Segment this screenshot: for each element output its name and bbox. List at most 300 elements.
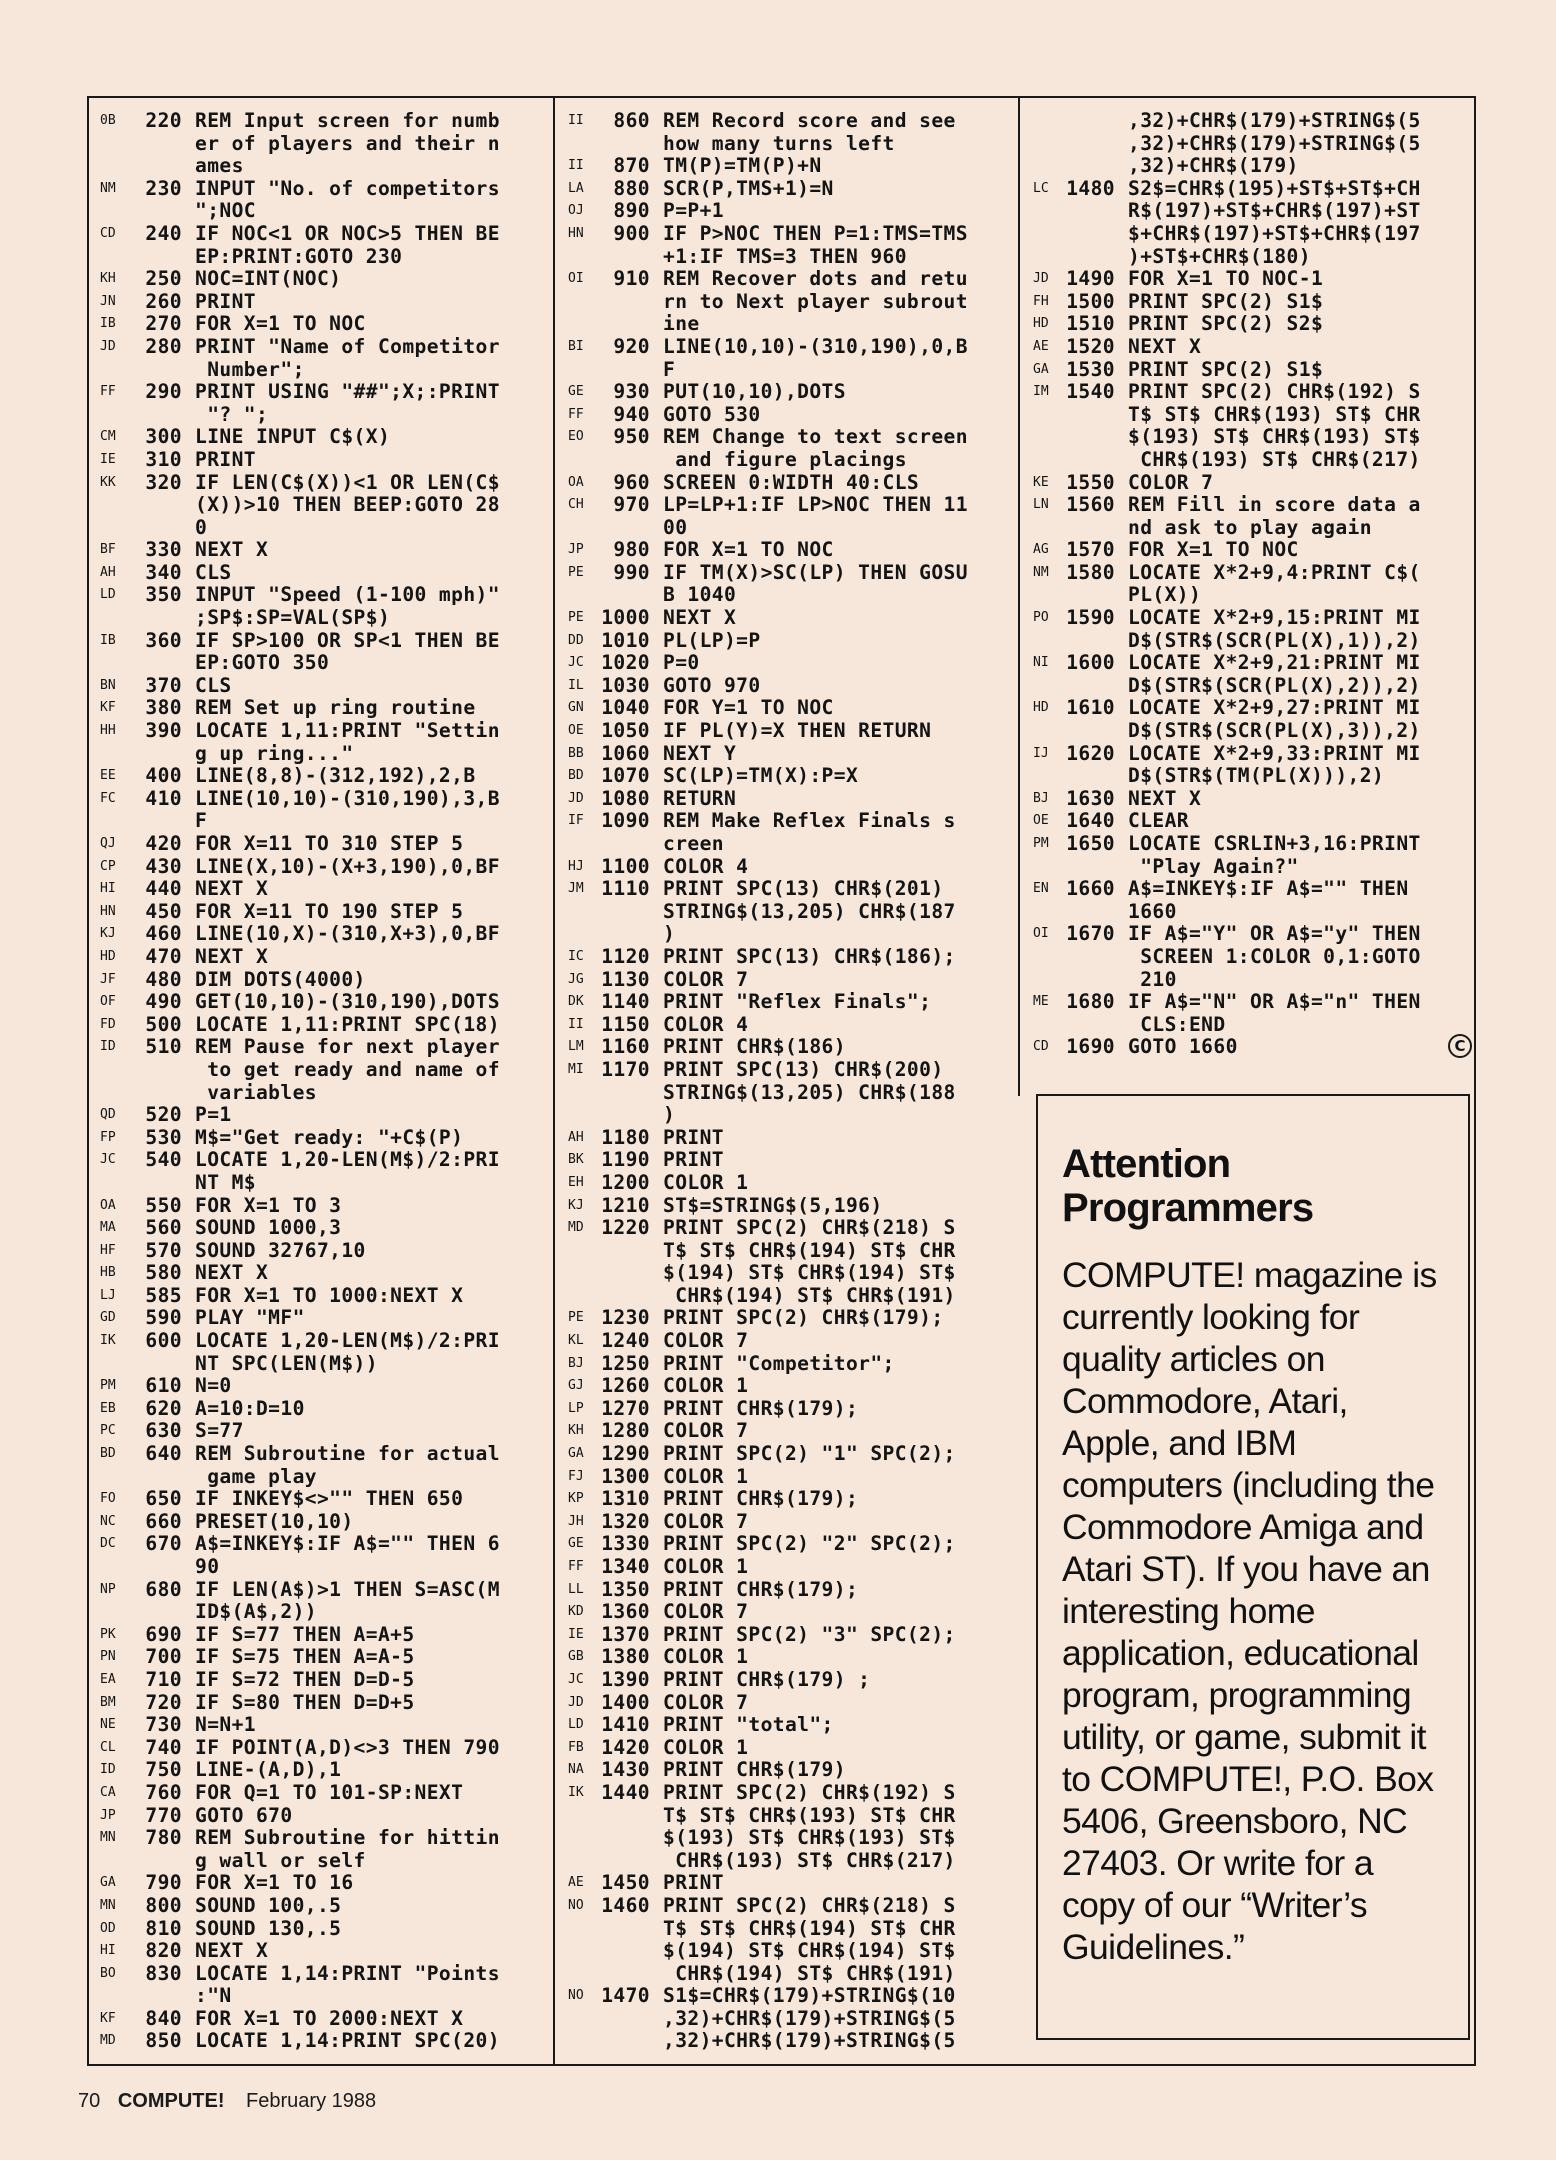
code-line bbox=[1033, 652, 1478, 675]
code-text: LINE(10,10)-(310,190),0,B bbox=[663, 334, 968, 358]
code-line bbox=[100, 630, 540, 653]
checksum: NO bbox=[568, 1988, 584, 2004]
code-line bbox=[100, 2030, 540, 2053]
line-number: 1630 bbox=[1066, 786, 1115, 810]
code-text: PRINT "Competitor"; bbox=[663, 1351, 895, 1375]
line-number: 400 bbox=[145, 764, 182, 788]
code-text: IF A$="Y" OR A$="y" THEN bbox=[1128, 922, 1421, 946]
checksum: BO bbox=[100, 1965, 116, 1981]
code-text: P=0 bbox=[663, 651, 700, 675]
code-text: PRINT SPC(2) CHR$(179); bbox=[663, 1306, 944, 1330]
code-line bbox=[568, 1737, 1008, 1760]
line-number: 650 bbox=[145, 1487, 182, 1511]
code-line bbox=[100, 268, 540, 291]
code-line bbox=[100, 607, 540, 630]
code-text: FOR X=11 TO 190 STEP 5 bbox=[195, 899, 464, 923]
code-text: COLOR 7 bbox=[663, 1690, 749, 1714]
code-line bbox=[568, 946, 1008, 969]
checksum: BF bbox=[100, 542, 116, 558]
code-text: COLOR 7 bbox=[663, 1419, 749, 1443]
code-text: D$(STR$(TM(PL(X))),2) bbox=[1128, 764, 1385, 788]
page-footer bbox=[78, 2090, 376, 2113]
code-line bbox=[100, 178, 540, 201]
code-line bbox=[568, 1104, 1008, 1127]
line-number: 860 bbox=[613, 109, 650, 132]
line-number: 780 bbox=[145, 1826, 182, 1850]
line-number: 550 bbox=[145, 1193, 182, 1217]
line-number: 1140 bbox=[601, 990, 650, 1014]
line-number: 1350 bbox=[601, 1577, 650, 1601]
checksum: NM bbox=[1033, 564, 1049, 580]
code-line bbox=[100, 539, 540, 562]
checksum: IF bbox=[568, 813, 584, 829]
code-text: REM Set up ring routine bbox=[195, 696, 476, 720]
listing-column-3 bbox=[1033, 110, 1478, 1059]
code-line bbox=[568, 1240, 1008, 1263]
code-text: NEXT X bbox=[195, 1939, 269, 1963]
line-number: 380 bbox=[145, 696, 182, 720]
line-number: 1430 bbox=[601, 1758, 650, 1782]
code-text: SCREEN 0:WIDTH 40:CLS bbox=[663, 470, 920, 494]
checksum: JD bbox=[100, 338, 116, 354]
checksum: II bbox=[568, 1016, 584, 1032]
code-text: PRINT SPC(2) S1$ bbox=[1128, 289, 1324, 313]
code-text: P=P+1 bbox=[663, 199, 724, 223]
checksum: IE bbox=[568, 1626, 584, 1642]
code-text: REM Change to text screen bbox=[663, 425, 968, 449]
code-text: PRINT USING "##";X;:PRINT bbox=[195, 380, 500, 404]
code-text: P=1 bbox=[195, 1103, 232, 1127]
checksum: KK bbox=[100, 474, 116, 490]
line-number: 1680 bbox=[1066, 990, 1115, 1014]
checksum: IK bbox=[568, 1784, 584, 1800]
code-line bbox=[568, 178, 1008, 201]
line-number: 1060 bbox=[601, 741, 650, 765]
code-line bbox=[568, 1827, 1008, 1850]
line-number: 1170 bbox=[601, 1057, 650, 1081]
code-text: N=0 bbox=[195, 1374, 232, 1398]
code-text: IF TM(X)>SC(LP) THEN GOSU bbox=[663, 560, 968, 584]
code-line bbox=[100, 833, 540, 856]
code-text: NEXT X bbox=[663, 606, 737, 630]
code-line bbox=[100, 472, 540, 495]
code-line bbox=[568, 155, 1008, 178]
code-text: STRING$(13,205) CHR$(187 bbox=[663, 899, 956, 923]
checksum: OD bbox=[100, 1920, 116, 1936]
code-text: IF A$="N" OR A$="n" THEN bbox=[1128, 990, 1421, 1014]
code-line bbox=[1033, 878, 1478, 901]
code-line bbox=[568, 1488, 1008, 1511]
line-number: 1560 bbox=[1066, 493, 1115, 517]
code-text: A$=INKEY$:IF A$="" THEN 6 bbox=[195, 1532, 500, 1556]
code-line bbox=[1033, 697, 1478, 720]
code-text: STRING$(13,205) CHR$(188 bbox=[663, 1080, 956, 1104]
code-text: NEXT X bbox=[195, 877, 269, 901]
code-line bbox=[100, 1895, 540, 1918]
code-text: IF LEN(C$(X))<1 OR LEN(C$ bbox=[195, 470, 500, 494]
line-number: 330 bbox=[145, 538, 182, 562]
code-text: PRINT bbox=[663, 1148, 724, 1172]
line-number: 850 bbox=[145, 2029, 182, 2053]
line-number: 1690 bbox=[1066, 1035, 1115, 1059]
line-number: 410 bbox=[145, 786, 182, 810]
code-line bbox=[100, 697, 540, 720]
line-number: 1300 bbox=[601, 1464, 650, 1488]
code-text: PRINT SPC(2) CHR$(218) S bbox=[663, 1216, 956, 1240]
code-text: +1:IF TMS=3 THEN 960 bbox=[663, 244, 907, 268]
code-text: LOCATE 1,14:PRINT SPC(20) bbox=[195, 2029, 500, 2053]
code-line bbox=[1033, 517, 1478, 540]
checksum: CD bbox=[1033, 1039, 1049, 1055]
code-line bbox=[568, 923, 1008, 946]
code-text: PRINT CHR$(179); bbox=[663, 1487, 859, 1511]
code-text: LOCATE 1,11:PRINT "Settin bbox=[195, 719, 500, 743]
code-line bbox=[100, 1059, 540, 1082]
code-text: $(193) ST$ CHR$(193) ST$ bbox=[1128, 425, 1421, 449]
code-text: FOR X=1 TO NOC bbox=[1128, 538, 1299, 562]
code-line bbox=[100, 359, 540, 382]
code-text: GOTO 1660 bbox=[1128, 1035, 1238, 1059]
code-line bbox=[100, 1420, 540, 1443]
line-number: 940 bbox=[613, 402, 650, 426]
code-line bbox=[568, 223, 1008, 246]
code-text: PRINT CHR$(186) bbox=[663, 1035, 846, 1059]
line-number: 1280 bbox=[601, 1419, 650, 1443]
code-text: NEXT X bbox=[1128, 786, 1202, 810]
line-number: 1210 bbox=[601, 1193, 650, 1217]
code-line bbox=[100, 652, 540, 675]
code-text: LINE(10,10)-(310,190),3,B bbox=[195, 786, 500, 810]
code-line bbox=[100, 133, 540, 156]
code-text: S=77 bbox=[195, 1419, 244, 1443]
code-line bbox=[100, 946, 540, 969]
code-line bbox=[1033, 291, 1478, 314]
line-number: 660 bbox=[145, 1509, 182, 1533]
line-number: 1130 bbox=[601, 967, 650, 991]
line-number: 1470 bbox=[601, 1984, 650, 2008]
checksum: GE bbox=[568, 1536, 584, 1552]
code-text: COLOR 7 bbox=[663, 1509, 749, 1533]
code-text: ine bbox=[663, 312, 700, 336]
code-line bbox=[568, 1059, 1008, 1082]
code-text: CLEAR bbox=[1128, 809, 1189, 833]
checksum: PN bbox=[100, 1649, 116, 1665]
code-line bbox=[1033, 675, 1478, 698]
code-line bbox=[100, 1737, 540, 1760]
line-number: 640 bbox=[145, 1442, 182, 1466]
checksum: CM bbox=[100, 429, 116, 445]
code-line bbox=[1033, 833, 1478, 856]
checksum: BD bbox=[100, 1446, 116, 1462]
code-text: NEXT X bbox=[195, 1261, 269, 1285]
code-text: D$(STR$(SCR(PL(X),1)),2) bbox=[1128, 628, 1421, 652]
code-line bbox=[568, 584, 1008, 607]
code-line bbox=[1033, 1036, 1478, 1059]
ad-body: COMPUTE! magazine is currently looking for quality articles on Commodore, Atari, Apple, and IBM computers (including the Commodore Amiga and Atari ST). If you have an interesting home application, educational program, programming utility, or game, submit it to COMPUTE!, P.O. Box 5406, Greensboro, NC 27403. Or write for a copy of our “Writer’s Guidelines.” bbox=[1062, 1255, 1437, 1967]
code-line bbox=[568, 1601, 1008, 1624]
code-text: R$(197)+ST$+CHR$(197)+ST bbox=[1128, 199, 1421, 223]
checksum: AG bbox=[1033, 542, 1049, 558]
checksum: JH bbox=[568, 1513, 584, 1529]
code-text: SCR(P,TMS+1)=N bbox=[663, 176, 834, 200]
checksum: HB bbox=[100, 1265, 116, 1281]
checksum: IJ bbox=[1033, 745, 1049, 761]
code-line bbox=[568, 991, 1008, 1014]
code-text: GOTO 670 bbox=[195, 1803, 293, 1827]
code-line bbox=[100, 1172, 540, 1195]
code-line bbox=[1033, 630, 1478, 653]
line-number: 1180 bbox=[601, 1125, 650, 1149]
code-line bbox=[100, 1511, 540, 1534]
code-line bbox=[1033, 562, 1478, 585]
line-number: 790 bbox=[145, 1871, 182, 1895]
code-text: 00 bbox=[663, 515, 688, 539]
code-text: NT SPC(LEN(M$)) bbox=[195, 1351, 378, 1375]
line-number: 1260 bbox=[601, 1374, 650, 1398]
line-number: 470 bbox=[145, 944, 182, 968]
checksum: LD bbox=[100, 587, 116, 603]
line-number: 680 bbox=[145, 1577, 182, 1601]
line-number: 1540 bbox=[1066, 380, 1115, 404]
code-text: variables bbox=[195, 1080, 317, 1104]
code-text: N=N+1 bbox=[195, 1713, 256, 1737]
checksum: HD bbox=[1033, 700, 1049, 716]
checksum: KH bbox=[100, 271, 116, 287]
checksum: IL bbox=[568, 677, 584, 693]
line-number: 430 bbox=[145, 854, 182, 878]
code-text: COLOR 7 bbox=[663, 1600, 749, 1624]
code-text: CHR$(193) ST$ CHR$(217) bbox=[663, 1848, 956, 1872]
code-text: LINE(10,X)-(310,X+3),0,BF bbox=[195, 922, 500, 946]
code-line bbox=[568, 1556, 1008, 1579]
code-text: LOCATE X*2+9,4:PRINT C$( bbox=[1128, 560, 1421, 584]
checksum: JD bbox=[568, 1694, 584, 1710]
code-text: A=10:D=10 bbox=[195, 1396, 305, 1420]
code-text: (X))>10 THEN BEEP:GOTO 28 bbox=[195, 493, 500, 517]
code-text: M$="Get ready: "+C$(P) bbox=[195, 1125, 464, 1149]
code-line bbox=[1033, 810, 1478, 833]
code-line bbox=[100, 584, 540, 607]
code-line bbox=[568, 2030, 1008, 2053]
code-text: NOC=INT(NOC) bbox=[195, 267, 342, 291]
checksum: LD bbox=[568, 1717, 584, 1733]
line-number: 670 bbox=[145, 1532, 182, 1556]
line-number: 700 bbox=[145, 1645, 182, 1669]
checksum: MN bbox=[100, 1830, 116, 1846]
line-number: 580 bbox=[145, 1261, 182, 1285]
code-text: REM Input screen for numb bbox=[195, 109, 500, 132]
line-number: 1270 bbox=[601, 1396, 650, 1420]
code-line bbox=[568, 765, 1008, 788]
line-number: 1520 bbox=[1066, 334, 1115, 358]
code-text: CLS:END bbox=[1128, 1012, 1226, 1036]
line-number: 600 bbox=[145, 1329, 182, 1353]
checksum: EE bbox=[100, 768, 116, 784]
code-line bbox=[568, 313, 1008, 336]
code-line bbox=[568, 1307, 1008, 1330]
line-number: 950 bbox=[613, 425, 650, 449]
code-line bbox=[568, 1714, 1008, 1737]
code-line bbox=[100, 1850, 540, 1873]
code-text: LOCATE CSRLIN+3,16:PRINT bbox=[1128, 832, 1421, 855]
code-text: LOCATE 1,20-LEN(M$)/2:PRI bbox=[195, 1148, 500, 1172]
code-text: INPUT "No. of competitors bbox=[195, 176, 500, 200]
code-text: CHR$(194) ST$ CHR$(191) bbox=[663, 1283, 956, 1307]
code-text: PRINT SPC(2) S2$ bbox=[1128, 312, 1324, 336]
code-line bbox=[568, 404, 1008, 427]
code-text: SOUND 1000,3 bbox=[195, 1216, 342, 1240]
code-text: LINE-(A,D),1 bbox=[195, 1758, 342, 1782]
checksum: QJ bbox=[100, 836, 116, 851]
code-text: NEXT X bbox=[1128, 334, 1202, 358]
line-number: 590 bbox=[145, 1306, 182, 1330]
line-number: 900 bbox=[613, 221, 650, 245]
code-line bbox=[568, 1375, 1008, 1398]
code-line bbox=[100, 1579, 540, 1602]
line-number: 300 bbox=[145, 425, 182, 449]
line-number: 1040 bbox=[601, 696, 650, 720]
checksum: IB bbox=[100, 316, 116, 332]
code-text: 210 bbox=[1128, 967, 1177, 991]
line-number: 1340 bbox=[601, 1555, 650, 1578]
line-number: 240 bbox=[145, 221, 182, 245]
checksum: JM bbox=[568, 881, 584, 897]
code-text: LOCATE X*2+9,33:PRINT MI bbox=[1128, 741, 1421, 765]
code-text: NEXT X bbox=[195, 944, 269, 968]
code-text: A$=INKEY$:IF A$="" THEN bbox=[1128, 877, 1409, 901]
code-line bbox=[100, 1624, 540, 1647]
code-text: PRESET(10,10) bbox=[195, 1509, 354, 1533]
line-number: 230 bbox=[145, 176, 182, 200]
code-text: ) bbox=[663, 1103, 676, 1127]
checksum: LA bbox=[568, 180, 584, 196]
code-line bbox=[1033, 743, 1478, 766]
code-line bbox=[568, 1669, 1008, 1692]
code-line bbox=[1033, 359, 1478, 382]
code-line bbox=[568, 1014, 1008, 1037]
code-text: FOR X=1 TO NOC-1 bbox=[1128, 267, 1324, 291]
checksum: EN bbox=[1033, 881, 1049, 897]
code-line bbox=[568, 1285, 1008, 1308]
line-number: 1590 bbox=[1066, 606, 1115, 630]
code-line bbox=[568, 1443, 1008, 1466]
code-text: EP:PRINT:GOTO 230 bbox=[195, 244, 403, 268]
code-text: GOTO 530 bbox=[663, 402, 761, 426]
code-line bbox=[100, 1127, 540, 1150]
code-text: FOR X=1 TO 1000:NEXT X bbox=[195, 1283, 464, 1307]
checksum: DC bbox=[100, 1536, 116, 1552]
code-line bbox=[1033, 155, 1478, 178]
code-line bbox=[568, 901, 1008, 924]
checksum: GA bbox=[1033, 361, 1049, 377]
code-text: LINE INPUT C$(X) bbox=[195, 425, 391, 449]
code-text: $(193) ST$ CHR$(193) ST$ bbox=[663, 1826, 956, 1850]
code-text: IF P>NOC THEN P=1:TMS=TMS bbox=[663, 221, 968, 245]
code-line bbox=[100, 1375, 540, 1398]
code-text: IF S=80 THEN D=D+5 bbox=[195, 1690, 415, 1714]
line-number: 1150 bbox=[601, 1012, 650, 1036]
code-line bbox=[568, 607, 1008, 630]
line-number: 570 bbox=[145, 1238, 182, 1262]
code-text: COLOR 1 bbox=[663, 1464, 749, 1488]
code-line bbox=[1033, 472, 1478, 495]
code-line bbox=[568, 1985, 1008, 2008]
code-text: IF INKEY$<>"" THEN 650 bbox=[195, 1487, 464, 1511]
code-line bbox=[100, 1488, 540, 1511]
line-number: 270 bbox=[145, 312, 182, 336]
checksum: KL bbox=[568, 1333, 584, 1349]
code-text: SOUND 32767,10 bbox=[195, 1238, 366, 1262]
code-line bbox=[1033, 584, 1478, 607]
checksum: FH bbox=[1033, 293, 1049, 309]
code-text: REM Pause for next player bbox=[195, 1035, 500, 1059]
line-number: 1390 bbox=[601, 1667, 650, 1691]
code-line bbox=[1033, 765, 1478, 788]
checksum: EO bbox=[568, 429, 584, 445]
code-line bbox=[568, 878, 1008, 901]
line-number: 530 bbox=[145, 1125, 182, 1149]
checksum: EB bbox=[100, 1400, 116, 1416]
line-number: 320 bbox=[145, 470, 182, 494]
code-text: PRINT SPC(2) CHR$(192) S bbox=[663, 1780, 956, 1804]
code-text: $(194) ST$ CHR$(194) ST$ bbox=[663, 1261, 956, 1285]
code-line bbox=[1033, 607, 1478, 630]
listing-column-2 bbox=[568, 110, 1008, 2053]
code-line bbox=[100, 743, 540, 766]
code-line bbox=[100, 1443, 540, 1466]
checksum: OE bbox=[568, 723, 584, 739]
code-line bbox=[1033, 494, 1478, 517]
checksum: PE bbox=[568, 564, 584, 580]
code-text: REM Make Reflex Finals s bbox=[663, 809, 956, 833]
code-text: ID$(A$,2)) bbox=[195, 1600, 317, 1624]
code-text: INPUT "Speed (1-100 mph)" bbox=[195, 583, 500, 607]
checksum: PE bbox=[568, 610, 584, 626]
code-line bbox=[568, 720, 1008, 743]
code-line bbox=[100, 562, 540, 585]
code-line bbox=[100, 765, 540, 788]
code-line bbox=[568, 2008, 1008, 2031]
code-text: LOCATE X*2+9,27:PRINT MI bbox=[1128, 696, 1421, 720]
line-number: 1420 bbox=[601, 1735, 650, 1759]
code-line bbox=[100, 1646, 540, 1669]
line-number: 520 bbox=[145, 1103, 182, 1127]
code-line bbox=[100, 1782, 540, 1805]
checksum: FP bbox=[100, 1129, 116, 1145]
checksum: FF bbox=[100, 384, 116, 400]
ad-title-line-2: Programmers bbox=[1062, 1186, 1314, 1230]
code-text: creen bbox=[663, 832, 724, 855]
code-line bbox=[1033, 449, 1478, 472]
checksum: JF bbox=[100, 971, 116, 987]
code-text: ames bbox=[195, 154, 244, 178]
code-text: "Play Again?" bbox=[1128, 854, 1299, 878]
listing-column-1 bbox=[100, 110, 540, 2053]
code-text: CHR$(194) ST$ CHR$(191) bbox=[663, 1961, 956, 1985]
checksum: BJ bbox=[1033, 790, 1049, 806]
code-line bbox=[1033, 200, 1478, 223]
code-text: PRINT SPC(2) "3" SPC(2); bbox=[663, 1622, 956, 1646]
line-number: 1090 bbox=[601, 809, 650, 833]
code-line bbox=[100, 1533, 540, 1556]
line-number: 1190 bbox=[601, 1148, 650, 1172]
checksum: LC bbox=[1033, 180, 1049, 196]
line-number: 540 bbox=[145, 1148, 182, 1172]
code-text: SC(LP)=TM(X):P=X bbox=[663, 764, 859, 788]
code-text: REM Subroutine for actual bbox=[195, 1442, 500, 1466]
code-line bbox=[568, 1940, 1008, 1963]
checksum: JC bbox=[568, 655, 584, 671]
